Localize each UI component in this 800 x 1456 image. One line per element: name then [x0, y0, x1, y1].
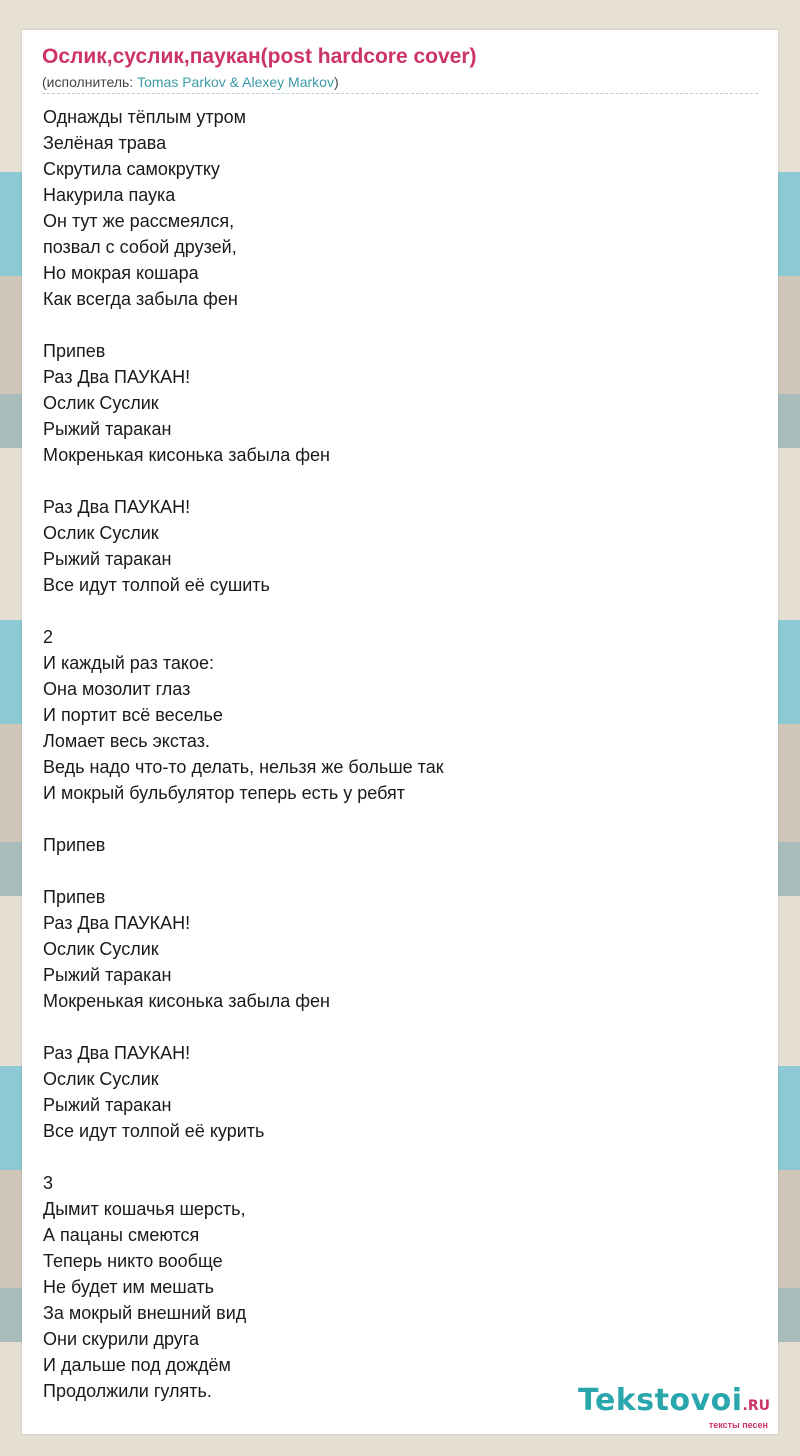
lyric-line: А пацаны смеются [43, 1225, 200, 1245]
lyric-line: И портит всё веселье [43, 705, 223, 725]
lyric-line: 2 [43, 627, 54, 647]
logo-tld: .RU [742, 1398, 770, 1414]
lyric-blank-line [43, 312, 758, 338]
lyric-line: Она мозолит глаз [43, 679, 191, 699]
lyric-line: Мокренькая кисонька забыла фен [43, 991, 330, 1011]
lyric-line: Накурила паука [43, 185, 176, 205]
lyric-blank-line [43, 598, 758, 624]
lyric-line: Припев [43, 835, 106, 855]
lyric-line: Не будет им мешать [43, 1277, 214, 1297]
lyric-line: Припев [43, 887, 106, 907]
lyric-line: Теперь никто вообще [43, 1251, 223, 1271]
lyric-line: Зелёная трава [43, 133, 167, 153]
lyric-line: И мокрый бульбулятор теперь есть у ребят [43, 783, 405, 803]
lyric-line: Раз Два ПАУКАН! [43, 497, 191, 517]
lyric-line: За мокрый внешний вид [43, 1303, 247, 1323]
lyric-line: И каждый раз такое: [43, 653, 214, 673]
lyric-line: Скрутила самокрутку [43, 159, 220, 179]
lyric-line: Рыжий таракан [43, 965, 172, 985]
song-title: Ослик,суслик,паукан(post hardcore cover) [42, 45, 477, 68]
lyric-line: Все идут толпой её сушить [43, 575, 270, 595]
lyric-blank-line [43, 1144, 758, 1170]
lyric-line: Мокренькая кисонька забыла фен [43, 445, 330, 465]
lyric-line: Ослик Суслик [43, 523, 159, 543]
lyric-line: Раз Два ПАУКАН! [43, 367, 191, 387]
lyric-line: Они скурили друга [43, 1329, 199, 1349]
lyric-line: Рыжий таракан [43, 419, 172, 439]
lyric-line: И дальше под дождём [43, 1355, 231, 1375]
lyric-line: Ослик Суслик [43, 939, 159, 959]
lyric-line: Ведь надо что-то делать, нельзя же больше так [43, 757, 444, 777]
lyric-line: Раз Два ПАУКАН! [43, 1043, 191, 1063]
lyric-line: Продолжили гулять. [43, 1381, 212, 1401]
lyric-line: Ослик Суслик [43, 1069, 159, 1089]
lyric-line: Ослик Суслик [43, 393, 159, 413]
logo-subtitle: тексты песен [708, 1420, 768, 1430]
lyric-line: Припев [43, 341, 106, 361]
lyric-line: Все идут толпой её курить [43, 1121, 265, 1141]
site-logo[interactable] [578, 1385, 770, 1430]
lyric-blank-line [43, 1014, 758, 1040]
lyric-blank-line [43, 806, 758, 832]
lyric-line: Рыжий таракан [43, 549, 172, 569]
lyric-line: Однажды тёплым утром [43, 107, 247, 127]
lyric-line: Но мокрая кошара [43, 263, 199, 283]
lyrics-text [43, 104, 758, 1404]
lyric-line: Раз Два ПАУКАН! [43, 913, 191, 933]
artist-line [42, 72, 758, 92]
logo-main-text: Tekstovoi [577, 1383, 743, 1418]
lyric-line: Он тут же рассмеялся, [43, 211, 235, 231]
lyric-line: Рыжий таракан [43, 1095, 172, 1115]
lyric-blank-line [43, 468, 758, 494]
lyric-line: позвал с собой друзей, [43, 237, 237, 257]
song-header [42, 44, 758, 92]
lyric-line: Дымит кошачья шерсть, [43, 1199, 246, 1219]
artist-prefix: (исполнитель: [42, 74, 138, 90]
artist-link[interactable]: Tomas Parkov & Alexey Markov [137, 74, 334, 90]
lyric-line: Как всегда забыла фен [43, 289, 238, 309]
lyrics-card [22, 30, 778, 1434]
logo-wordmark [578, 1385, 770, 1422]
lyric-line: 3 [43, 1173, 54, 1193]
header-divider [42, 93, 758, 94]
lyric-blank-line [43, 858, 758, 884]
artist-suffix: ) [333, 74, 339, 90]
lyric-line: Ломает весь экстаз. [43, 731, 210, 751]
